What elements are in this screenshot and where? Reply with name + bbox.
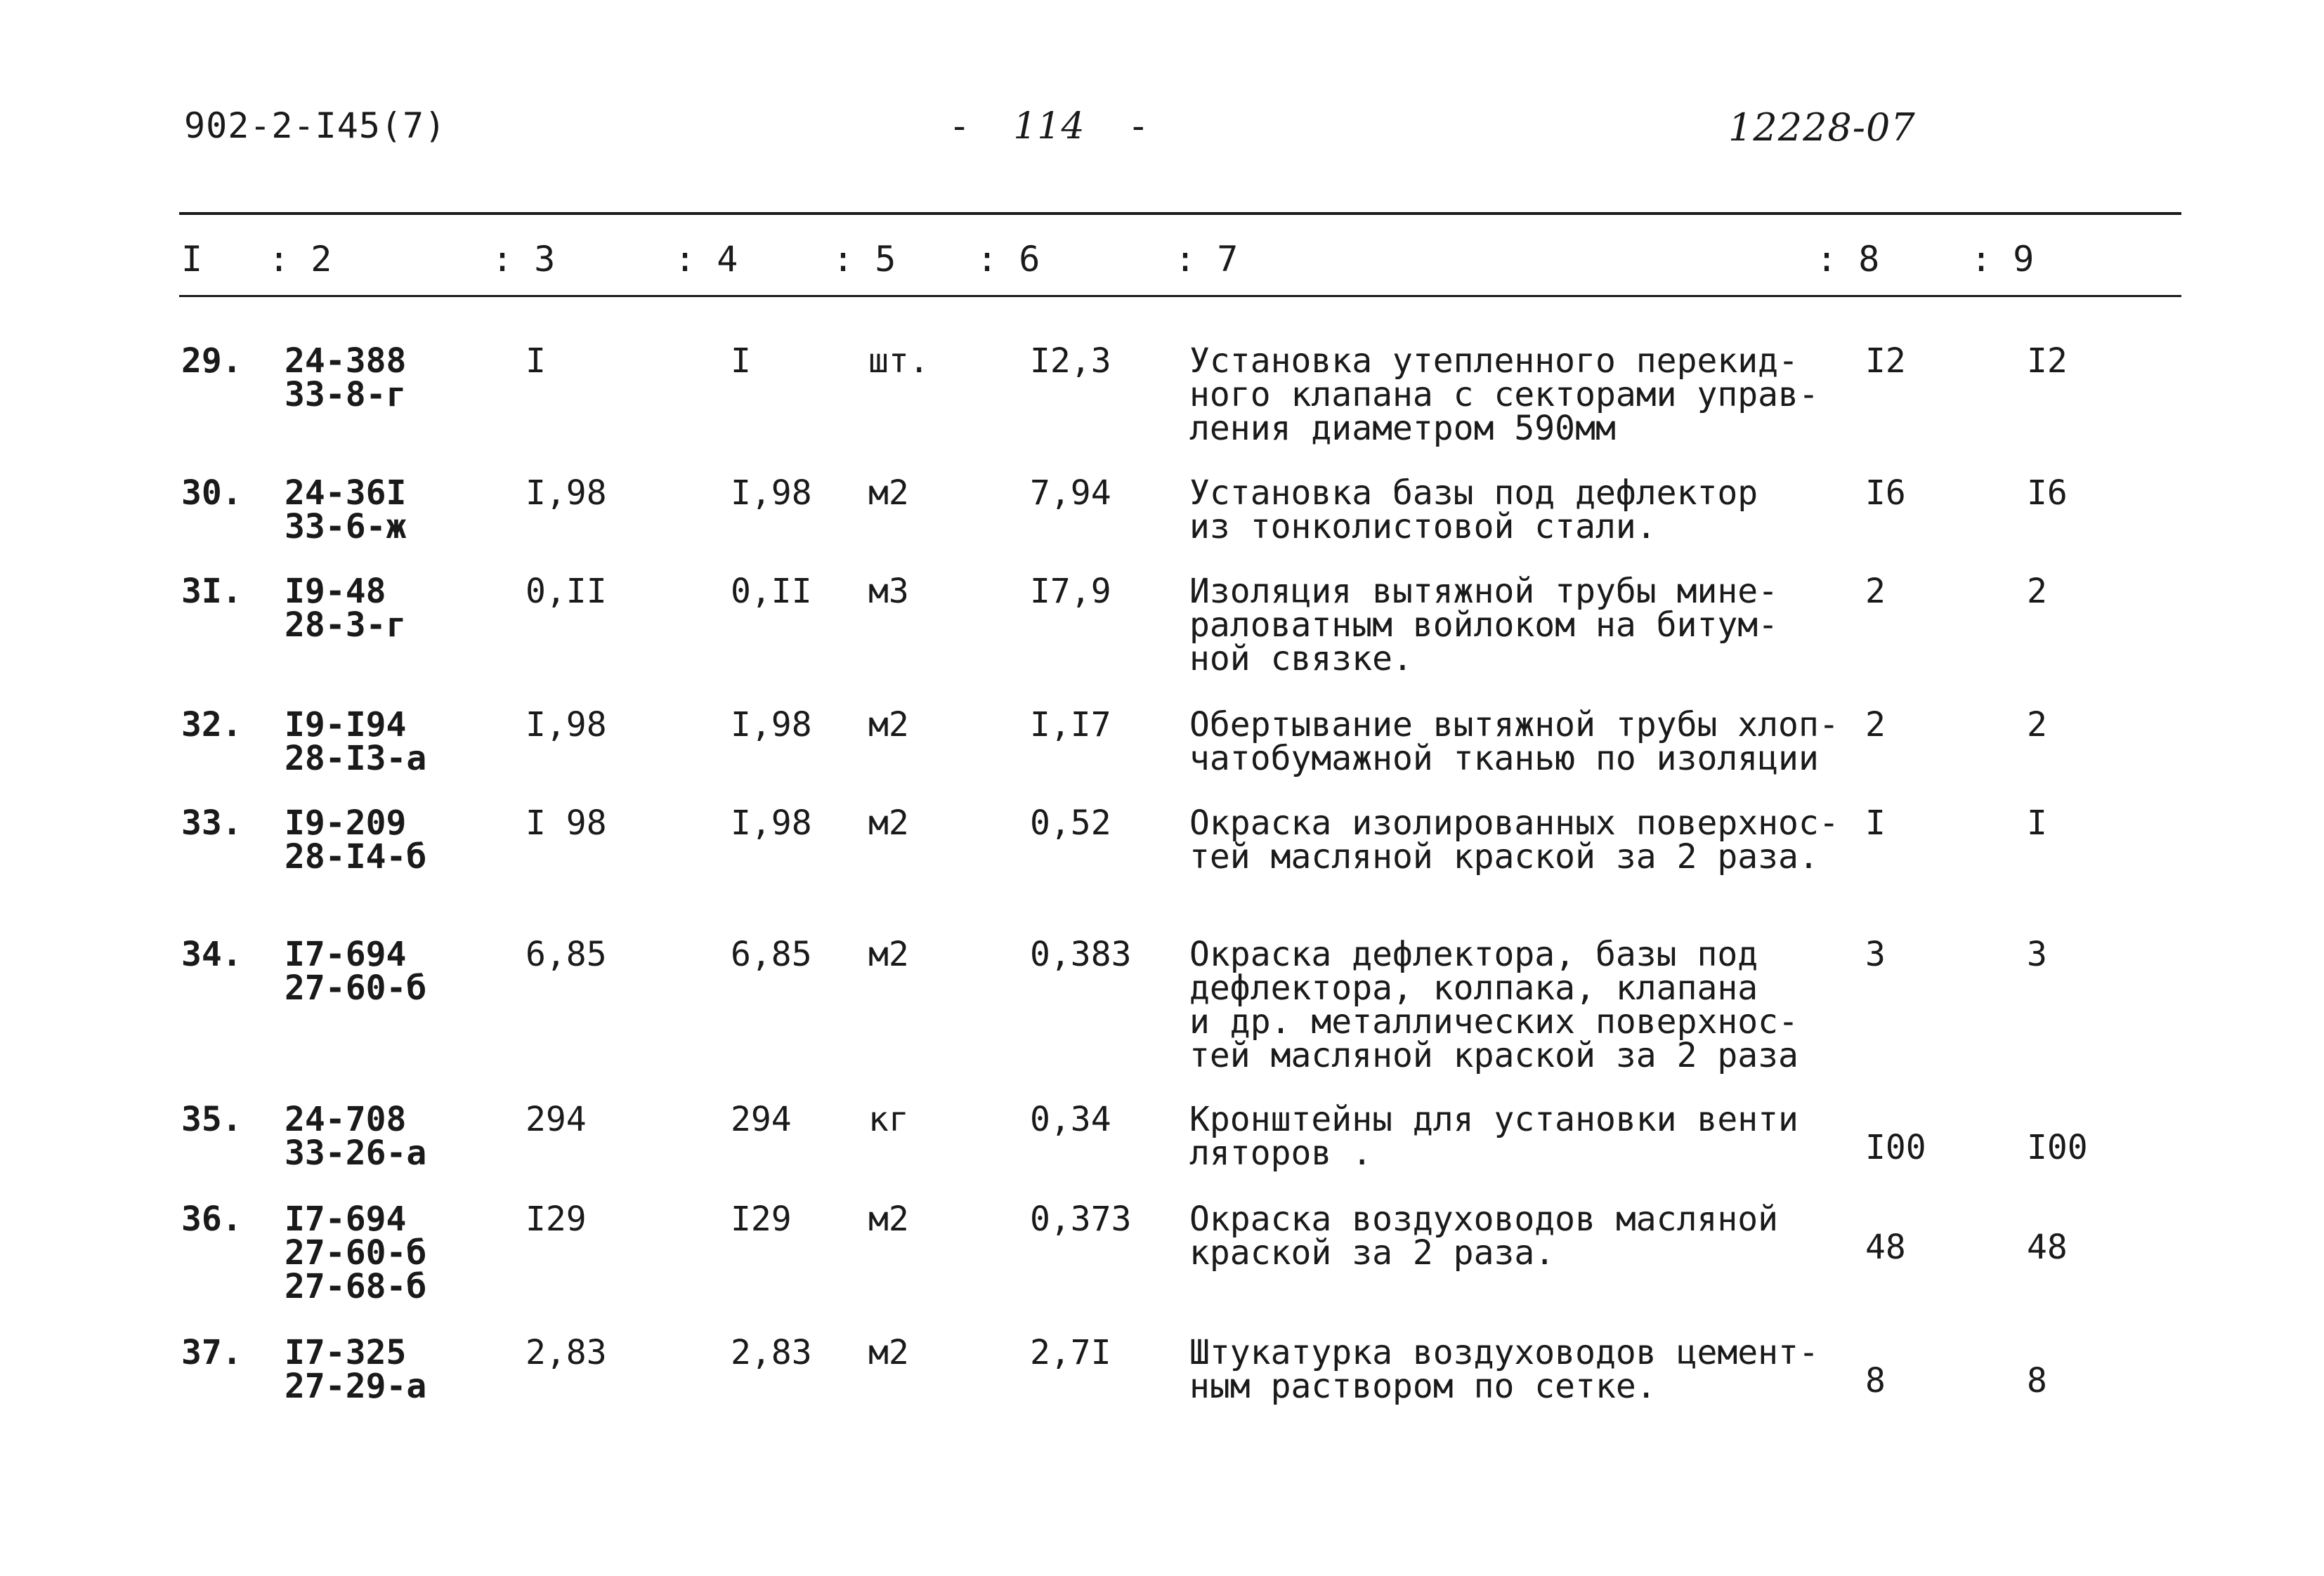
- work-description-line: Штукатурка воздуховодов цемент-: [1189, 1333, 1819, 1372]
- unit-price-line: 0,373: [1030, 1200, 1132, 1239]
- unit-price-line: 0,34: [1030, 1100, 1111, 1139]
- rate-code-line: 24-36I: [285, 473, 407, 513]
- row-number: [181, 935, 242, 974]
- work-description-line: Окраска воздуховодов масляной: [1189, 1200, 1779, 1239]
- quantity-col3: [525, 341, 546, 381]
- column-header-6: : 6: [977, 239, 1040, 280]
- row-number: [181, 1100, 242, 1139]
- quantity-col4: [731, 473, 812, 513]
- work-description-line: Обертывание вытяжной трубы хлоп-: [1189, 705, 1839, 744]
- rate-code-line: I9-209: [285, 803, 407, 843]
- value-col8: [1865, 572, 1886, 611]
- quantity-col3: [525, 473, 607, 513]
- row-number-line: 34.: [181, 935, 242, 974]
- quantity-col4-line: I,98: [731, 705, 812, 744]
- quantity-col3: [525, 803, 607, 843]
- value-col9: [2027, 572, 2047, 611]
- rate-code: [285, 705, 427, 778]
- quantity-col3: [525, 572, 607, 611]
- rate-code-line: I7-325: [285, 1333, 407, 1372]
- work-description-line: Изоляция вытяжной трубы мине-: [1189, 572, 1779, 611]
- value-col9: [2027, 1128, 2088, 1167]
- quantity-col3-line: 2,83: [525, 1333, 607, 1372]
- unit-line: кг: [868, 1100, 909, 1139]
- rate-code: [285, 341, 407, 414]
- quantity-col3: [525, 705, 607, 744]
- row-number-line: 29.: [181, 341, 242, 381]
- quantity-col3-line: I: [525, 341, 546, 381]
- rate-code-line: 28-3-г: [285, 605, 407, 645]
- value-col9: [2027, 1228, 2068, 1267]
- work-description-line: краской за 2 раза.: [1189, 1233, 1555, 1273]
- value-col9-line: 2: [2027, 705, 2047, 744]
- rate-code-line: I7-694: [285, 1200, 407, 1239]
- rate-code-line: 27-68-б: [285, 1267, 427, 1306]
- unit: [868, 705, 909, 744]
- unit-line: м2: [868, 935, 909, 974]
- unit-price-line: 7,94: [1030, 473, 1111, 513]
- quantity-col3: [525, 1200, 587, 1239]
- row-number: [181, 705, 242, 744]
- unit-price: [1030, 1333, 1111, 1372]
- rate-code: [285, 1333, 427, 1406]
- rate-code-line: 28-I4-б: [285, 837, 427, 876]
- unit: [868, 1200, 909, 1239]
- quantity-col4: [731, 1100, 792, 1139]
- work-description-line: тей масляной краской за 2 раза: [1189, 1036, 1799, 1075]
- unit-line: м2: [868, 705, 909, 744]
- work-description-line: и др. металлических поверхнос-: [1189, 1002, 1799, 1042]
- value-col9-line: I2: [2027, 341, 2068, 381]
- unit-price-line: 0,52: [1030, 803, 1111, 843]
- rate-code-line: 24-388: [285, 341, 407, 381]
- rate-code-line: 33-26-а: [285, 1134, 427, 1173]
- value-col9: [2027, 473, 2068, 513]
- value-col9-line: I00: [2027, 1128, 2088, 1167]
- quantity-col3: [525, 935, 607, 974]
- unit-price: [1030, 1200, 1132, 1239]
- work-description: [1189, 705, 1839, 778]
- unit-line: м2: [868, 803, 909, 843]
- unit-price: [1030, 935, 1132, 974]
- quantity-col3-line: I,98: [525, 473, 607, 513]
- row-number-line: 33.: [181, 803, 242, 843]
- unit-price-line: I,I7: [1030, 705, 1111, 744]
- rate-code-line: 27-60-б: [285, 968, 427, 1008]
- table-top-rule: [179, 212, 2181, 215]
- column-header-4: : 4: [674, 239, 738, 280]
- work-description: [1189, 341, 1819, 448]
- value-col9-line: I6: [2027, 473, 2068, 513]
- unit-price: [1030, 1100, 1111, 1139]
- value-col8: [1865, 1228, 1906, 1267]
- quantity-col4: [731, 935, 812, 974]
- unit: [868, 341, 929, 381]
- value-col8-line: 2: [1865, 572, 1886, 611]
- unit-line: м3: [868, 572, 909, 611]
- unit-line: м2: [868, 1200, 909, 1239]
- rate-code: [285, 572, 407, 645]
- quantity-col4-line: I,98: [731, 803, 812, 843]
- value-col8-line: I6: [1865, 473, 1906, 513]
- value-col8: [1865, 803, 1886, 843]
- quantity-col4-line: I29: [731, 1200, 792, 1239]
- work-description-line: дефлектора, колпака, клапана: [1189, 968, 1758, 1008]
- work-description: [1189, 1100, 1799, 1173]
- column-header-8: : 8: [1816, 239, 1880, 280]
- unit-line: м2: [868, 1333, 909, 1372]
- value-col9-line: 2: [2027, 572, 2047, 611]
- rate-code-line: 33-6-ж: [285, 507, 407, 546]
- rate-code: [285, 1100, 427, 1173]
- value-col9-line: 8: [2027, 1361, 2047, 1400]
- value-col8: [1865, 1361, 1886, 1400]
- column-header-9: : 9: [1971, 239, 2035, 280]
- value-col8-line: I: [1865, 803, 1886, 843]
- unit: [868, 473, 909, 513]
- value-col9-line: 3: [2027, 935, 2047, 974]
- value-col9-line: I: [2027, 803, 2047, 843]
- quantity-col4-line: 6,85: [731, 935, 812, 974]
- work-description: [1189, 473, 1758, 546]
- unit-line: шт.: [868, 341, 929, 381]
- quantity-col3-line: 0,II: [525, 572, 607, 611]
- table-header-rule: [179, 295, 2181, 297]
- work-description-line: Установка утепленного перекид-: [1189, 341, 1799, 381]
- row-number: [181, 473, 242, 513]
- unit: [868, 803, 909, 843]
- page-dash-right: -: [1127, 105, 1150, 147]
- value-col9: [2027, 1361, 2047, 1400]
- column-header-5: : 5: [833, 239, 896, 280]
- row-number: [181, 341, 242, 381]
- row-number-line: 30.: [181, 473, 242, 513]
- page-dash-left: -: [948, 105, 972, 147]
- work-description-line: ным раствором по сетке.: [1189, 1367, 1657, 1406]
- value-col8: [1865, 1128, 1926, 1167]
- rate-code-line: I9-I94: [285, 705, 407, 744]
- quantity-col4: [731, 705, 812, 744]
- work-description-line: ляторов .: [1189, 1134, 1373, 1173]
- page-number: 114: [1013, 105, 1085, 147]
- value-col8-line: 2: [1865, 705, 1886, 744]
- work-description-line: из тонколистовой стали.: [1189, 507, 1657, 546]
- value-col8-line: I2: [1865, 341, 1906, 381]
- document-number: 12228-07: [1728, 105, 1916, 150]
- rate-code: [285, 935, 427, 1008]
- quantity-col3-line: 294: [525, 1100, 587, 1139]
- unit: [868, 1100, 909, 1139]
- unit-price: [1030, 473, 1111, 513]
- unit-price: [1030, 572, 1111, 611]
- work-description-line: чатобумажной тканью по изоляции: [1189, 739, 1819, 778]
- column-header-1: I: [181, 239, 203, 280]
- work-description-line: ной связке.: [1189, 639, 1413, 678]
- quantity-col4: [731, 341, 751, 381]
- work-description-line: тей масляной краской за 2 раза.: [1189, 837, 1819, 876]
- unit-price-line: 2,7I: [1030, 1333, 1111, 1372]
- quantity-col3-line: 6,85: [525, 935, 607, 974]
- value-col9: [2027, 803, 2047, 843]
- quantity-col4-line: I,98: [731, 473, 812, 513]
- value-col8-line: 8: [1865, 1361, 1886, 1400]
- work-description: [1189, 935, 1799, 1075]
- quantity-col4-line: 2,83: [731, 1333, 812, 1372]
- row-number-line: 37.: [181, 1333, 242, 1372]
- quantity-col3-line: I 98: [525, 803, 607, 843]
- rate-code-line: 24-708: [285, 1100, 407, 1139]
- unit: [868, 572, 909, 611]
- work-description-line: ного клапана с секторами управ-: [1189, 375, 1819, 414]
- value-col9: [2027, 705, 2047, 744]
- rate-code: [285, 803, 427, 876]
- value-col9: [2027, 341, 2068, 381]
- work-description-line: Окраска дефлектора, базы под: [1189, 935, 1758, 974]
- value-col8-line: 3: [1865, 935, 1886, 974]
- value-col8: [1865, 341, 1906, 381]
- unit-price-line: 0,383: [1030, 935, 1132, 974]
- page-number-block: [948, 105, 1150, 147]
- quantity-col3-line: I29: [525, 1200, 587, 1239]
- quantity-col4: [731, 803, 812, 843]
- unit: [868, 935, 909, 974]
- work-description: [1189, 574, 1778, 676]
- rate-code-line: 28-I3-а: [285, 739, 427, 778]
- work-description-line: Установка базы под дефлектор: [1189, 473, 1758, 513]
- rate-code-line: 27-29-а: [285, 1367, 427, 1406]
- row-number-line: 32.: [181, 705, 242, 744]
- column-header-3: : 3: [492, 239, 556, 280]
- quantity-col4-line: 0,II: [731, 572, 812, 611]
- quantity-col4-line: I: [731, 341, 751, 381]
- value-col8-line: I00: [1865, 1128, 1926, 1167]
- quantity-col3: [525, 1333, 607, 1372]
- rate-code-line: 27-60-б: [285, 1233, 427, 1273]
- value-col9-line: 48: [2027, 1228, 2068, 1267]
- quantity-col4: [731, 572, 812, 611]
- work-description-line: раловатным войлоком на битум-: [1189, 605, 1779, 645]
- quantity-col4-line: 294: [731, 1100, 792, 1139]
- row-number-line: 3I.: [181, 572, 242, 611]
- row-number: [181, 803, 242, 843]
- work-description: [1189, 803, 1839, 876]
- work-description-line: Кронштейны для установки венти: [1189, 1100, 1799, 1139]
- row-number-line: 35.: [181, 1100, 242, 1139]
- value-col8: [1865, 935, 1886, 974]
- row-number: [181, 1200, 242, 1239]
- unit-line: м2: [868, 473, 909, 513]
- value-col9: [2027, 935, 2047, 974]
- unit-price: [1030, 705, 1111, 744]
- work-description-line: Окраска изолированных поверхнос-: [1189, 803, 1839, 843]
- value-col8: [1865, 473, 1906, 513]
- rate-code-line: I9-48: [285, 572, 386, 611]
- column-header-row: [0, 239, 2324, 281]
- quantity-col3-line: I,98: [525, 705, 607, 744]
- column-header-2: : 2: [268, 239, 332, 280]
- row-number-line: 36.: [181, 1200, 242, 1239]
- value-col8-line: 48: [1865, 1228, 1906, 1267]
- work-description: [1189, 1333, 1819, 1406]
- rate-code: [285, 1202, 426, 1304]
- unit: [868, 1333, 909, 1372]
- unit-price-line: I2,3: [1030, 341, 1111, 381]
- unit-price: [1030, 803, 1111, 843]
- column-header-7: : 7: [1175, 239, 1239, 280]
- row-number: [181, 1333, 242, 1372]
- value-col8: [1865, 705, 1886, 744]
- quantity-col4: [731, 1333, 812, 1372]
- unit-price-line: I7,9: [1030, 572, 1111, 611]
- rate-code: [285, 473, 407, 546]
- document-code: 902-2-I45(7): [184, 105, 447, 146]
- work-description-line: ления диаметром 590мм: [1189, 409, 1616, 448]
- work-description: [1189, 1200, 1779, 1273]
- rate-code-line: 33-8-г: [285, 375, 407, 414]
- quantity-col4: [731, 1200, 792, 1239]
- rate-code-line: I7-694: [285, 935, 407, 974]
- row-number: [181, 572, 242, 611]
- quantity-col3: [525, 1100, 587, 1139]
- unit-price: [1030, 341, 1111, 381]
